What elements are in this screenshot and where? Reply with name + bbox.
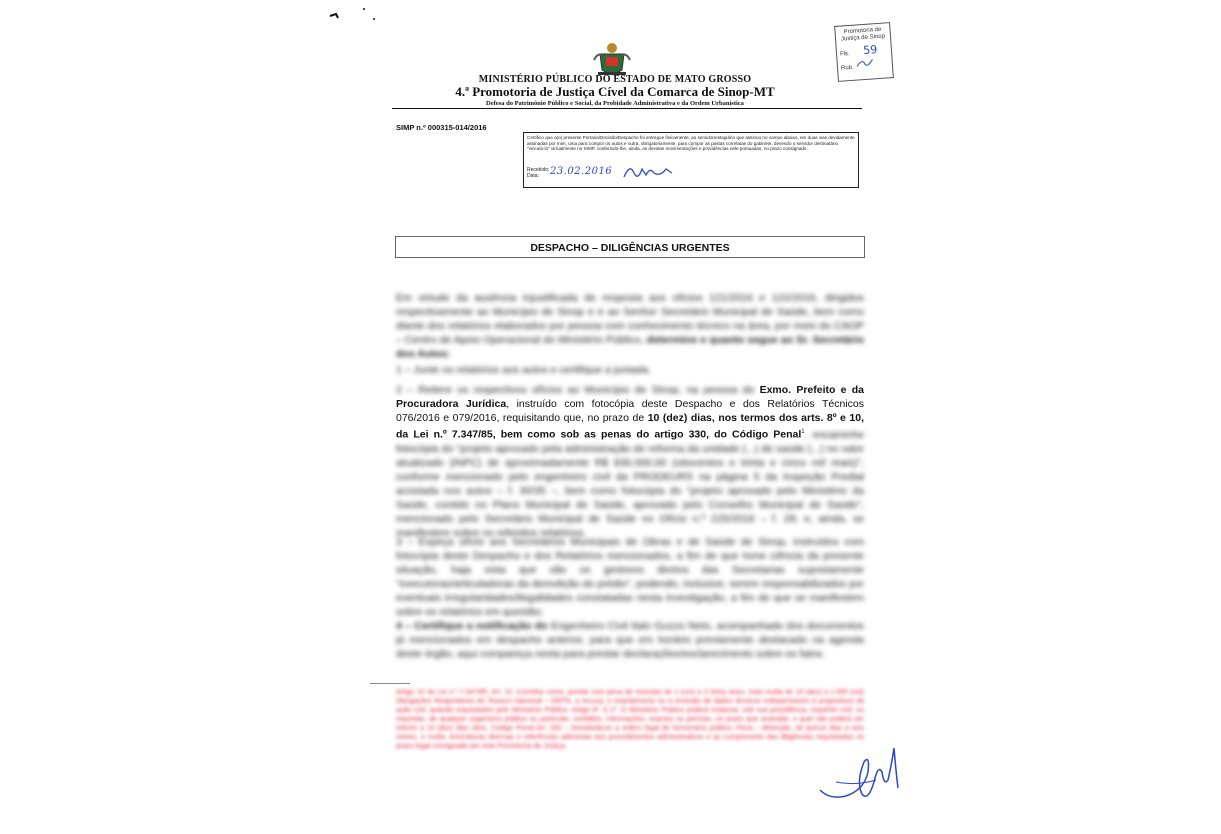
footnote-text: Artigo 10 da Lei n.º 7.347/85. Art. 10. Constitui crime, punido com pena de reclusão de 1 (um) a 3 (três) anos, mais multa de 10 (dez) a 1.000 (mil) Obrigações Reajustáveis do Tesouro Nacional – ORTN, a recusa, o retardamento ou a omissão de dados técnicos indispensáveis à propositura da ação civil, quando requisitados pelo Ministério Público. Artigo 8º, § 1º. O Ministério Público poderá instaurar, sob sua presidência, inquérito civil, ou requisitar, de qualquer organismo público ou particular, certidões, informações, exames ou perícias, no prazo que assinalar, o qual não poderá ser inferior a 10 (dez) dias úteis. Código Penal Art. 330 – Desobedecer a ordem legal de funcionário público: Pena – detenção, de quinze dias a seis meses, e multa. Assinaturas diversas e referências adicionais aos procedimentos administrativos e ao cumprimento das diligências requisitadas no prazo legal consignado por esta Promotoria de Justiça. — [396, 689, 864, 750]
item-3 — [396, 535, 864, 619]
stamp-fls-label: Fls. — [839, 51, 850, 58]
footnote-divider — [370, 683, 410, 684]
item-4-text: Engenheiro Civil Italo Guzzo Neto, acompanhado dos documentos já mencionados em despacho anterior, para que em horário previamente destacado na agenda deste órgão, aqui compareça nesta para prestar declarações/esclarecimento sobre os fatos. — [396, 620, 865, 660]
item-1-text: 1 – Junte os relatórios aos autos e certifique a juntada. — [396, 364, 652, 376]
handwritten-date: 23.02.2016 — [550, 166, 613, 177]
stamp-line2: Justiça de Sinop — [840, 33, 886, 43]
date-label: Data: — [527, 173, 539, 179]
promoter-signature-icon — [816, 742, 906, 804]
scan-marks — [328, 6, 388, 26]
page-stamp — [834, 22, 894, 82]
stamp-line1: Promotoria de — [843, 26, 882, 36]
paragraph-intro-bold: determino e quanto segue ao Sr. Secretário dos Autos: — [396, 334, 865, 360]
header-divider — [392, 108, 862, 109]
item-2 — [396, 383, 864, 540]
header-institution: MINISTÉRIO PÚBLICO DO ESTADO DE MATO GROSSO — [478, 74, 752, 85]
stamp-rub-label: Rub. — [840, 64, 854, 72]
item-2-instruction: , instruído com fotocópia deste Despacho e dos Relatórios Técnicos 076/2016 e 079/2016, requisitando que, no prazo de — [396, 398, 864, 424]
footnote-ref: 1 — [801, 429, 805, 435]
item-1 — [396, 363, 864, 377]
item-3-text: 3 – Expeça ofício aos Secretários Municipais de Obras e de Saúde de Sinop, instruídos com fotocópia deste Despacho e dos Relatórios mencionados, a fim de que tome ciência da presente situação, haja vista que são os gestores diretos das Secretarias supostamente "executoras/articuladoras da demolição do prédio", podendo, inclusive, serem responsabilizados por eventuais irregularidades/ilegalidades constatadas nesta investigação, a fim de que se manifestem sobre os relatórios em questão; — [396, 536, 864, 618]
item-4-bold: 4 – Certifique a notificação do — [396, 620, 548, 632]
receiver-signature-icon — [620, 161, 680, 183]
initials-signature-icon — [855, 57, 876, 68]
item-2-deadline: 10 (dez) dias, nos termos dos arts. 8º e 10, da Lei n.º 7.347/85, bem como sob as penas do artigo 330, do Código Penal — [396, 412, 864, 441]
state-coat-of-arms-icon — [592, 40, 632, 78]
header-promotoria: 4.ª Promotoria de Justiça Cível da Comarca de Sinop-MT — [455, 84, 775, 99]
simp-number: SIMP n.º 000315-014/2016 — [396, 123, 487, 132]
paragraph-intro — [396, 291, 864, 361]
item-2-lead: 2 – Reitere os respectivos ofícios ao Município de Sinop, na pessoa do — [396, 384, 755, 396]
item-4 — [396, 619, 864, 661]
header-subtitle: Defesa do Patrimônio Público e Social, da Probidade Administrativa e da Ordem Urbanística — [486, 100, 744, 107]
delivery-certificate-box — [523, 132, 859, 188]
stamp-page-number: 59 — [862, 43, 878, 58]
paragraph-intro-text: Em virtude da ausência injustificada de resposta aos ofícios 121/2016 e 122/2016, dirigidos respectivamente ao Município de Sinop e e ao Senhor Secretário Municipal de Saúde, bem como diante dos relatórios elaborados por pessoa com conhecimento técnico na área, por meio do CAOP – Centro de Apoio Operacional do Ministério Público, — [396, 292, 864, 346]
item-2-addressee: Exmo. Prefeito e da Procuradora Jurídica — [396, 384, 864, 410]
item-2-tail: , encaminhe fotocópia do "projeto aprovado pela administração de reforma da unidade (...) de saúde (...) no valor atualizado (INPC) de aproximadamente R$ 835.000,00 (oitocentos e trinta e cinco mil reais)", conforme mencionado pelo engenheiro civil da PRODEURS na página 5 da Inspeção Predial acostada nos autos – f. 30/35 –, bem como fotocópia do "projeto aprovado pelo Ministério da Saúde, contido no Plano Municipal de Saúde, aprovado pelo Conselho Municipal de Saúde", mencionado pelo Secretário Municipal de Saúde no Ofício n.º 225/2016 – f. 29; e, ainda, se manifestem sobre os referidos relatórios. — [396, 428, 865, 539]
received-label: Recebido: — [527, 167, 550, 173]
certificate-text: Certifico que a(o) presente Portaria/Decisão/Despacho foi entregue fisicamente, ao servidor/estagiário que assinou no campo abaixo, em duas vias devidamente assinadas por mim, uma para compor os autos e outra, obrigatoriamente, para compor as pastas correlatas do gabinete, devendo o servidor destinatário "vinculá-lo" virtualmente no SIMP, conferindo-lhe, ainda, as devidas movimentações e providências nele pontuadas, no prazo consignado. — [527, 135, 855, 152]
document-title: DESPACHO – DILIGÊNCIAS URGENTES — [395, 236, 865, 258]
